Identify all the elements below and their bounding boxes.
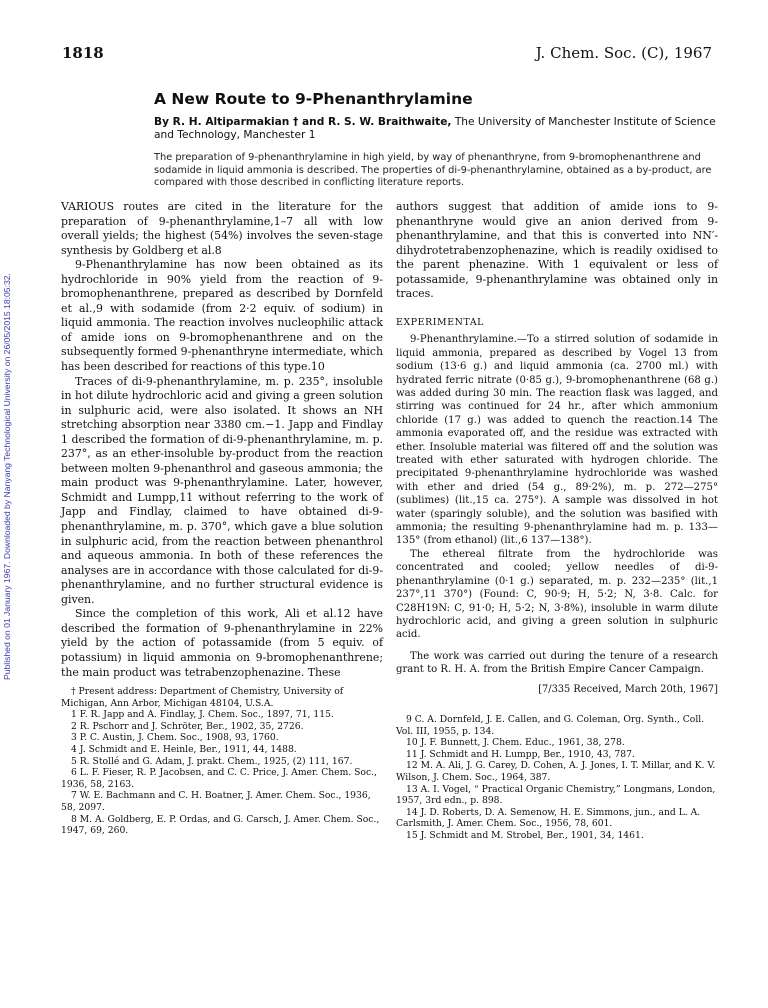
footnote: 5 R. Stollé and G. Adam, J. prakt. Chem., 1925, (2) 111, 167. (71, 755, 353, 767)
footnote: 4 J. Schmidt and E. Heinle, Ber., 1911, 44, 1488. (71, 743, 297, 755)
footnote: 1 F. R. Japp and A. Findlay, J. Chem. Soc., 1897, 71, 115. (71, 709, 334, 721)
footnote: 14 J. D. Roberts, D. A. Semenow, H. E. Simmons, jun., and L. A. Carlsmith, J. Amer. Chem. Soc., 1956, 78, 601. (396, 806, 701, 830)
footnote: 11 J. Schmidt and H. Lumpp, Ber., 1910, 43, 787. (406, 748, 635, 760)
footnote: 13 A. I. Vogel, “ Practical Organic Chemistry,” Longmans, London, 1957, 3rd edn., p. 898. (396, 783, 716, 807)
footnote: 3 P. C. Austin, J. Chem. Soc., 1908, 93, 1760. (71, 732, 279, 744)
download-watermark[interactable] (2, 160, 16, 680)
experimental-paragraph: 9-Phenanthrylamine.—To a stirred solution of sodamide in liquid ammonia, prepared as described by Vogel 13 from sodium (13·6 g.) and liquid ammonia (ca. 2700 ml.) with hydrated ferric nitrate (0·85 g.), 9-bromophenanthrene (68 g.) was added during 30 min. The reaction flask was lagged, and stirring was continued for 24 hr., after which ammonium chloride (17 g.) was added to quench the reaction.14 The ammonia evaporated off, and the residue was extracted with ether. Insoluble material was filtered off and the solution was treated with ether saturated with hydrogen chloride. The precipitated 9-phenanthrylamine hydrochloride was washed with ether and dried (54 g., 89·2%), m. p. 272—275° (sublimes) (lit.,15 ca. 275°). A sample was dissolved in hot water (sparingly soluble), and the solution was basified with ammonia; the resulting 9-phenanthrylamine had m. p. 133—135° (from ethanol) (lit.,6 137—138°). (396, 334, 718, 547)
footnote: 8 M. A. Goldberg, E. P. Ordas, and G. Carsch, J. Amer. Chem. Soc., 1947, 69, 260. (61, 813, 380, 837)
byline (154, 116, 724, 142)
body-paragraph: Traces of di-9-phenanthrylamine, m. p. 235°, insoluble in hot dilute hydrochloric acid and giving a green solution in sulphuric acid, were also isolated. It shows an NH stretching absorption near 3380 cm.−1. Japp and Findlay 1 described the formation of di-9-phenanthrylamine, m. p. 237°, as an ether-insoluble by-product from the reaction between molten 9-phenanthrol and gaseous ammonia; the main product was 9-phenanthrylamine. Later, however, Schmidt and Lumpp,11 without referring to the work of Japp and Findlay, claimed to have obtained di-9-phenanthrylamine, m. p. 370°, which gave a blue solution in sulphuric acid, from the reaction between phenanthrol and aqueous ammonia. In both of these references the analyses are in accordance with those calculated for di-9-phenanthrylamine, and no further structural evidence is given. (61, 374, 383, 606)
section-heading-experimental: EXPERIMENTAL (396, 316, 485, 328)
body-paragraph: authors suggest that addition of amide ions to 9-phenanthryne would give an anion derived from 9-phenanthrylamine, and that this is converted into NN′-dihydrotetrabenzophenazine, which is readily oxidised to the parent phenazine. With 1 equivalent or less of potassamide, 9-phenanthrylamine was obtained only in traces. (396, 200, 718, 301)
footnote: 9 C. A. Dornfeld, J. E. Callen, and G. Coleman, Org. Synth., Coll. Vol. III, 1955, p. 134. (396, 714, 705, 737)
body-paragraph: Since the completion of this work, Ali et al.12 have described the formation of 9-phenanthrylamine in 22% yield by the action of potassamide (from 5 equiv. of potassium) in liquid ammonia on 9-bromophenanthrene; the main product was tetrabenzophenazine. These (61, 607, 383, 679)
page-number: 1818 (62, 44, 104, 62)
experimental-paragraph: The ethereal filtrate from the hydrochloride was concentrated and cooled; yellow needles of di-9-phenanthrylamine (0·1 g.) separated, m. p. 232—235° (lit.,1 237°,11 370°) (Found: C, 90·9; H, 5·2; N, 3·8. Calc. for C28H19N: C, 91·0; H, 5·2; N, 3·8%), insoluble in warm dilute hydrochloric acid, and giving a green solution in sulphuric acid. (396, 548, 718, 641)
body-paragraph: VARIOUS routes are cited in the literature for the preparation of 9-phenanthrylamine,1–7 all with low overall yields; the highest (54%) involves the seven-stage synthesis by Goldberg et al.8 (61, 200, 383, 257)
body-column-left (61, 200, 383, 680)
abstract: The preparation of 9-phenanthrylamine in high yield, by way of phenanthryne, from 9-bromophenanthrene and sodamide in liquid ammonia is described. The properties of di-9-phenanthrylamine, obtained as a by-product, are compared with those described in conflicting literature reports. (154, 152, 712, 188)
body-column-right (396, 200, 718, 697)
footnote: † Present address: Department of Chemistry, University of Michigan, Ann Arbor, Michigan 48104, U.S.A. (61, 686, 344, 709)
acknowledgement: The work was carried out during the tenure of a research grant to R. H. A. from the British Empire Cancer Campaign. (396, 650, 718, 676)
footnote: 2 R. Pschorr and J. Schröter, Ber., 1902, 35, 2726. (71, 720, 304, 732)
footnote: 10 J. F. Bunnett, J. Chem. Educ., 1961, 38, 278. (406, 737, 625, 749)
footnotes-right (396, 714, 718, 842)
footnote: 15 J. Schmidt and M. Strobel, Ber., 1901, 34, 1461. (406, 829, 644, 841)
body-paragraph: 9-Phenanthrylamine has now been obtained as its hydrochloride in 90% yield from the reaction of 9-bromophenanthrene, prepared as described by Dornfeld et al.,9 with sodamide (from 2·2 equiv. of sodium) in liquid ammonia. The reaction involves nucleophilic attack of amide ions on 9-bromophenanthrene and on the subsequently formed 9-phenanthryne intermediate, which has been described for reactions of this type.10 (61, 258, 383, 374)
authors: By R. H. Altiparmakian † and R. S. W. Braithwaite, (154, 116, 452, 128)
footnote: 12 M. A. Ali, J. G. Carey, D. Cohen, A. J. Jones, I. T. Millar, and K. V. Wilson, J. Chem. Soc., 1964, 387. (396, 760, 716, 783)
article-title: A New Route to 9-Phenanthrylamine (154, 90, 473, 108)
footnote: 6 L. F. Fieser, R. P. Jacobsen, and C. C. Price, J. Amer. Chem. Soc., 1936, 58, 2163. (61, 767, 377, 790)
footnote: 7 W. E. Bachmann and C. H. Boatner, J. Amer. Chem. Soc., 1936, 58, 2097. (61, 790, 371, 813)
journal-citation: J. Chem. Soc. (C), 1967 (535, 44, 712, 62)
received-date: [7/335 Received, March 20th, 1967] (538, 683, 718, 695)
footnotes-left (61, 686, 383, 837)
download-watermark-text: Published on 01 January 1967. Downloaded by Nanyang Technological University on 26/05/2015 18:05:32. (2, 273, 12, 680)
affiliation: The University of Manchester Institute of Science and Technology, Manchester 1 (154, 116, 716, 141)
